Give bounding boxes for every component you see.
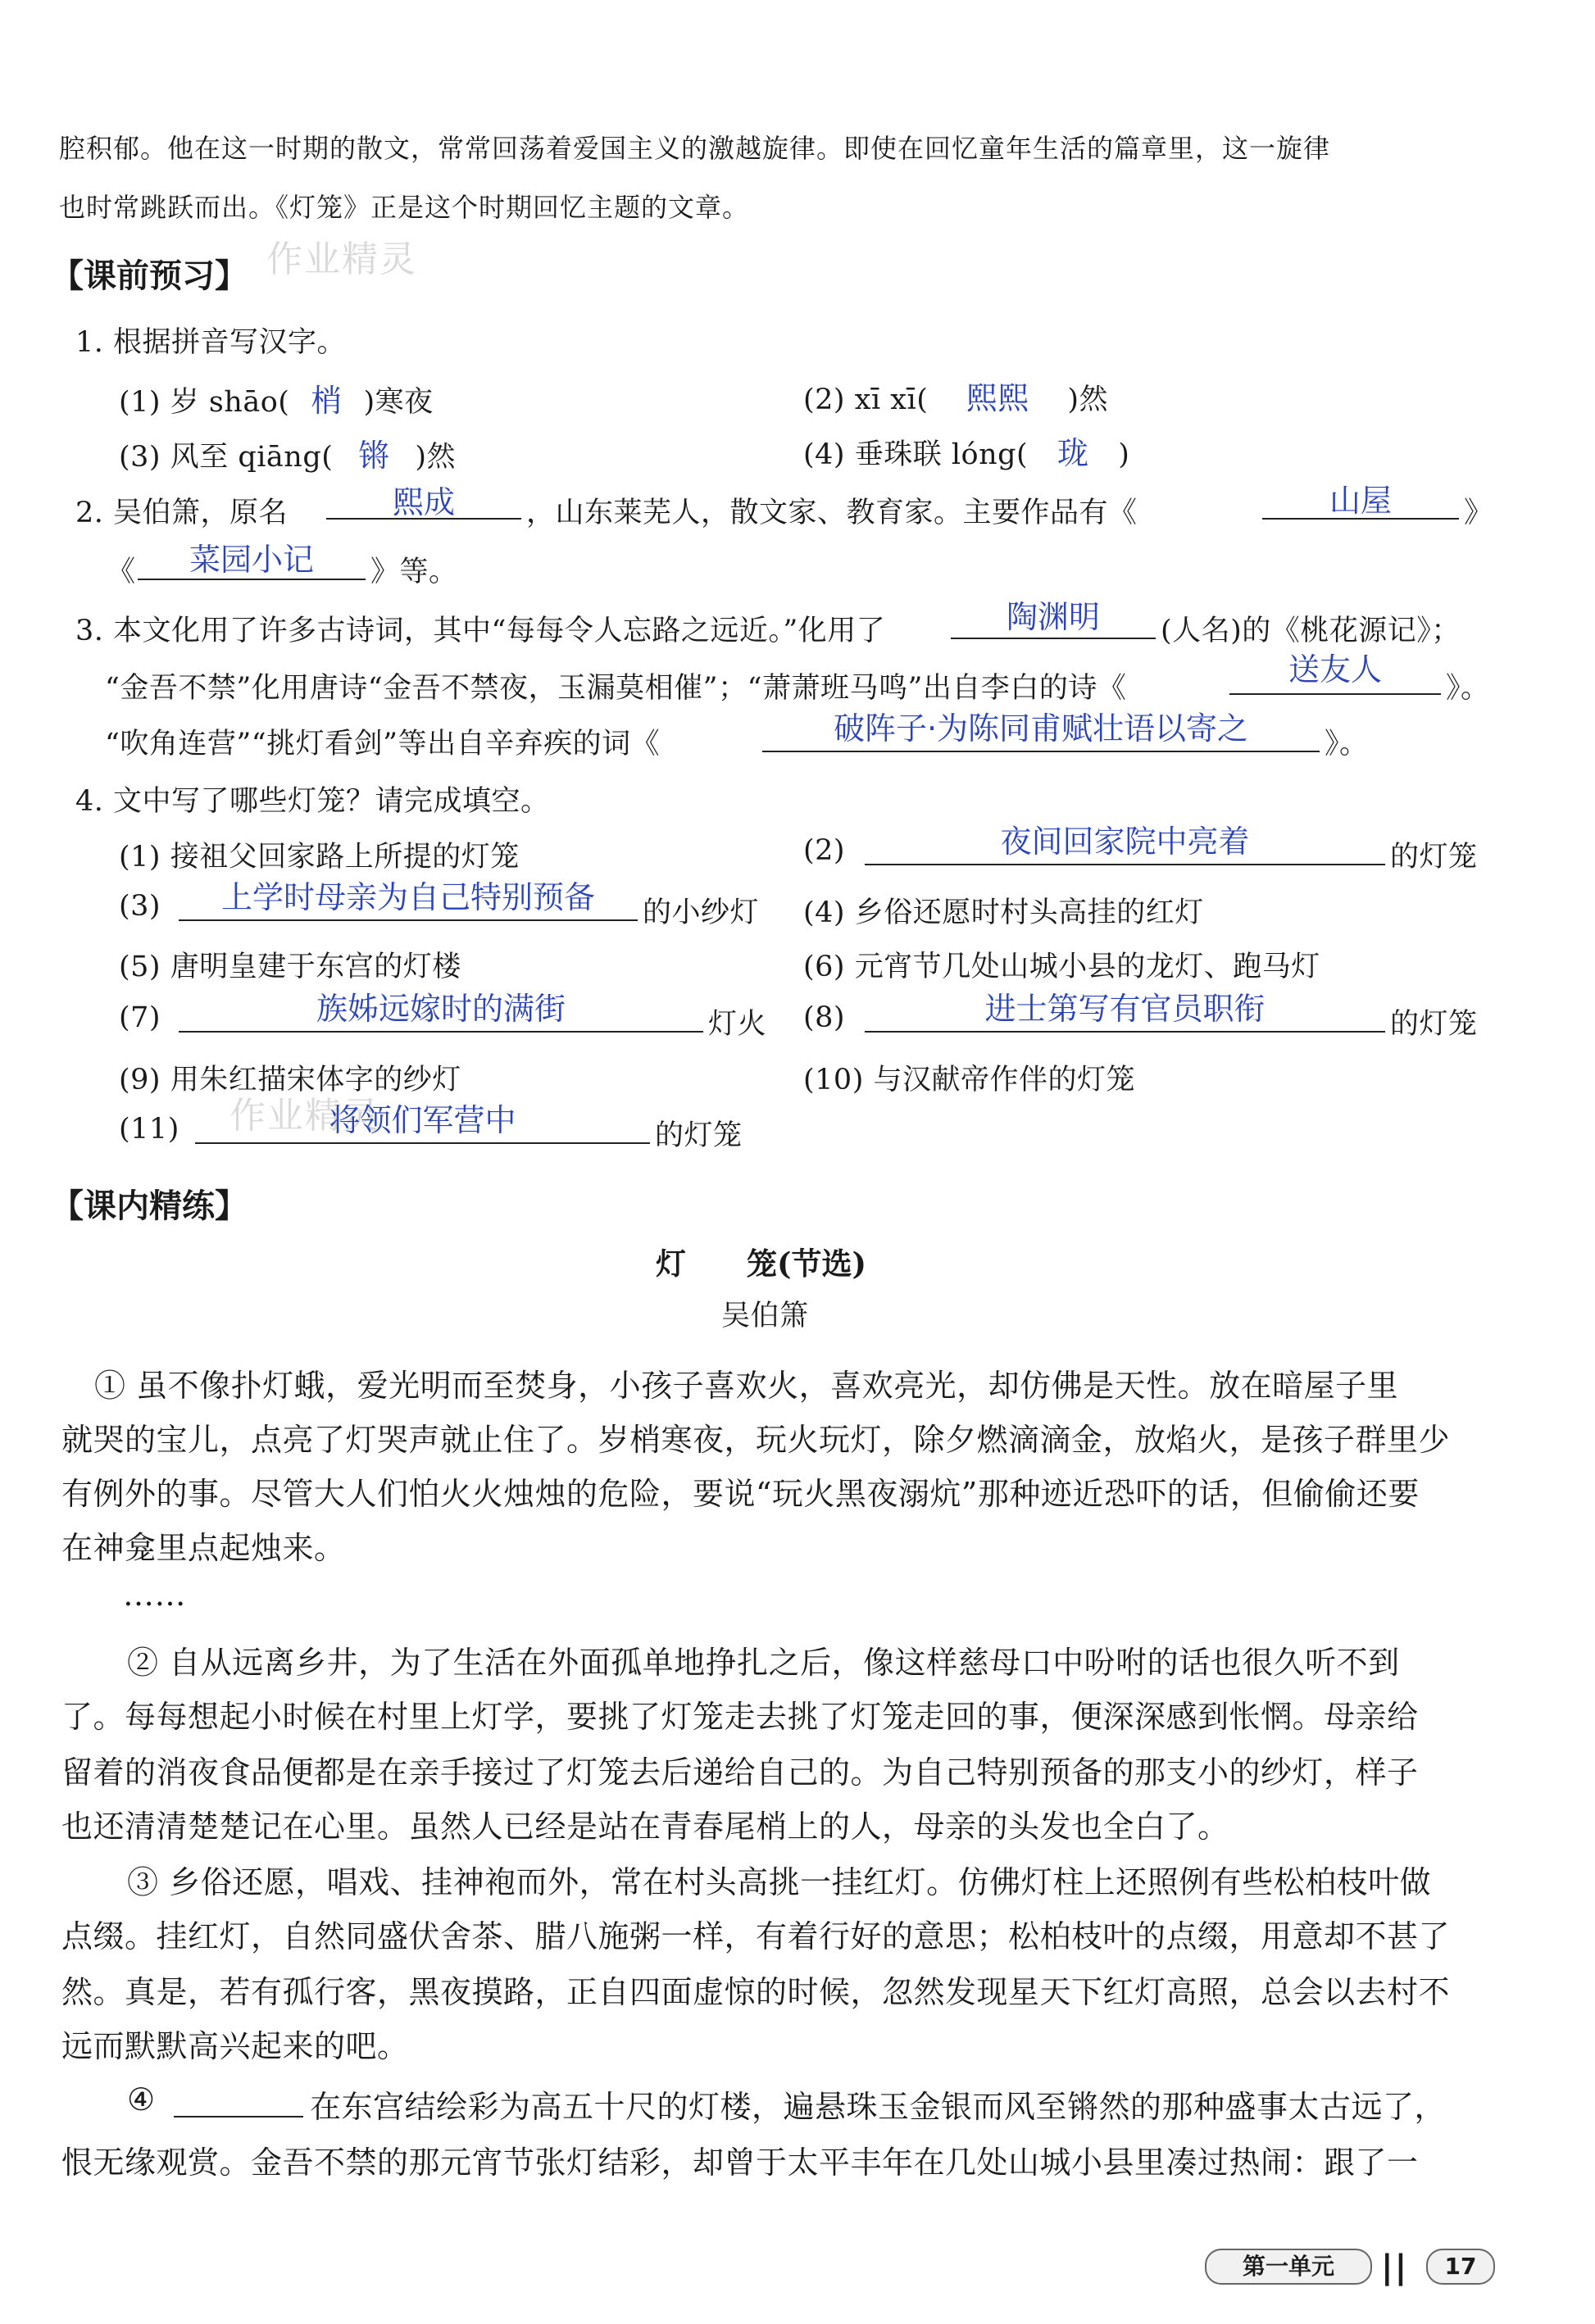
- q1-item-2-pre: (2) xī xī(: [803, 384, 929, 416]
- para-line: 留着的消夜食品便都是在亲手接过了灯笼去后递给自己的。为自己特别预备的那支小的纱灯，样子: [61, 1754, 1419, 1791]
- q1-item-4-post: ): [1118, 438, 1130, 471]
- q1-item-2-post: )然: [1067, 384, 1109, 416]
- q4-blank-2: [865, 864, 1385, 865]
- q4-blank-11: [195, 1142, 650, 1144]
- article-author: 吴伯箫: [721, 1300, 809, 1332]
- para-line: 在神龛里点起烛来。: [61, 1530, 346, 1566]
- para-number: ④: [127, 2081, 156, 2117]
- q4-item-2-num: (2): [803, 834, 846, 867]
- para-line: 了。每每想起小时候在村里上灯学，要挑了灯笼走去挑了灯笼走回的事，便深深感到怅惘。母亲给: [61, 1699, 1419, 1735]
- q1-stem: 1. 根据拼音写汉字。: [75, 326, 347, 359]
- watermark: 作业精灵: [229, 1095, 380, 1137]
- q4-item-8-num: (8): [803, 1001, 846, 1034]
- q3-blank-3: [762, 751, 1320, 752]
- q4-item-10: (10) 与汉献帝作伴的灯笼: [803, 1064, 1135, 1096]
- q4-item-6: (6) 元宵节几处山城小县的龙灯、跑马灯: [803, 951, 1320, 983]
- q4-answer-11: 将领们军营中: [329, 1102, 516, 1138]
- para-line: 有例外的事。尽管大人们怕火火烛烛的危险，要说“玩火黑夜溺炕”那种迹近恐吓的话，但偷偷还要: [61, 1476, 1420, 1512]
- q3-line3-pre: “吹角连营”“挑灯看剑”等出自辛弃疾的词《: [105, 728, 661, 760]
- q3-line2-post: 》。: [1446, 672, 1490, 705]
- para-line: 点缀。挂红灯，自然同盛伏舍茶、腊八施粥一样，有着行好的意思；松柏枝叶的点缀，用意却不甚了: [61, 1918, 1451, 1954]
- q4-blank-8: [865, 1031, 1385, 1033]
- q4-item-7-num: (7): [119, 1001, 161, 1034]
- q1-item-4: [803, 428, 1129, 473]
- q1-item-1-pre: (1) 岁 shāo(: [119, 386, 290, 419]
- q2-pre: 2. 吴伯箫，原名: [75, 497, 289, 529]
- para-line: 然。真是，若有孤行客，黑夜摸路，正自四面虚惊的时候，忽然发现星天下红灯高照，总会以去村不: [61, 1974, 1451, 2010]
- q1-item-1-answer: 梢: [311, 383, 343, 419]
- q1-item-2-answer: 熙熙: [966, 380, 1029, 416]
- q2-mid: ，山东莱芜人，散文家、教育家。主要作品有《: [526, 497, 1138, 529]
- intro-line-2: 也时常跳跃而出。《灯笼》正是这个时期回忆主题的文章。: [59, 192, 750, 223]
- q4-stem: 4. 文中写了哪些灯笼？请完成填空。: [75, 785, 550, 818]
- q3-post1: (人名)的《桃花源记》；: [1161, 615, 1461, 647]
- q4-item-5: (5) 唐明皇建于东宫的灯楼: [119, 951, 461, 983]
- q1-item-3-pre: (3) 风至 qiāng(: [119, 441, 334, 474]
- q4-item-7-post: 灯火: [708, 1008, 767, 1041]
- q1-item-2: [803, 373, 1108, 418]
- q1-item-1: [119, 375, 434, 420]
- article-title: 灯 笼(节选): [656, 1246, 867, 1282]
- q3-answer-3: 破阵子·为陈同甫赋壮语以寄之: [833, 710, 1249, 747]
- q1-item-3-post: )然: [415, 441, 457, 474]
- q2-answer-3: 菜园小记: [189, 542, 314, 578]
- q4-answer-2: 夜间回家院中亮着: [1000, 824, 1250, 860]
- unit-label: 第一单元: [1205, 2249, 1372, 2285]
- q1-item-1-post: )寒夜: [363, 386, 434, 419]
- q2-line2-post: 》等。: [370, 556, 458, 588]
- q3-line2-pre: “金吾不禁”化用唐诗“金吾不禁夜，玉漏莫相催”；“萧萧班马鸣”出自李白的诗《: [105, 672, 1127, 705]
- q4-item-9: (9) 用朱红描宋体字的纱灯: [119, 1064, 461, 1096]
- q4-item-3-post: 的小纱灯: [643, 896, 760, 929]
- q2-line2-pre: 《: [107, 556, 136, 588]
- q3-blank-1: [951, 638, 1156, 639]
- q2-answer-1: 熙成: [392, 484, 455, 520]
- q2-answer-2: 山屋: [1329, 483, 1392, 519]
- q1-item-4-pre: (4) 垂珠联 lóng(: [803, 438, 1029, 471]
- q4-answer-3: 上学时母亲为自己特别预备: [220, 879, 595, 915]
- watermark: 作业精灵: [266, 238, 417, 280]
- page-number: 17: [1426, 2249, 1495, 2285]
- q2-end: 》: [1464, 497, 1493, 529]
- q3-answer-1: 陶渊明: [1006, 599, 1100, 635]
- q4-item-8-post: 的灯笼: [1390, 1008, 1478, 1041]
- ellipsis: ……: [123, 1577, 186, 1613]
- para-line: 在东宫结绘彩为高五十尺的灯楼，遍悬珠玉金银而风至锵然的那种盛事太古远了，: [310, 2089, 1447, 2125]
- section-heading-practice: 【课内精练】: [51, 1187, 248, 1225]
- para-line: ③ 乡俗还愿，唱戏、挂神袍而外，常在村头高挑一挂红灯。仿佛灯柱上还照例有些松柏枝叶做: [127, 1864, 1432, 1900]
- q1-item-3-answer: 锵: [358, 438, 390, 474]
- para-line: ② 自从远离乡井，为了生活在外面孤单地挣扎之后，像这样慈母口中吩咐的话也很久听不到: [127, 1645, 1400, 1681]
- q4-item-3-num: (3): [119, 890, 161, 923]
- para-line: 远而默默高兴起来的吧。: [61, 2028, 409, 2064]
- q3-answer-2: 送友人: [1288, 651, 1382, 688]
- q4-item-11-num: (11): [119, 1113, 179, 1146]
- q4-item-4: (4) 乡俗还愿时村头高挂的红灯: [803, 896, 1204, 929]
- para-line: 也还清清楚楚记在心里。虽然人已经是站在青春尾梢上的人，母亲的头发也全白了。: [61, 1809, 1229, 1845]
- q4-item-11-post: 的灯笼: [655, 1119, 743, 1152]
- q4-item-2-post: 的灯笼: [1390, 841, 1478, 874]
- q3-line3-post: 》。: [1325, 728, 1369, 760]
- q4-item-1: (1) 接祖父回家路上所提的灯笼: [119, 841, 520, 874]
- q4-answer-8: 进士第写有官员职衔: [984, 991, 1266, 1027]
- q4-blank-7: [179, 1031, 703, 1033]
- intro-line-1: 腔积郁。他在这一时期的散文，常常回荡着爱国主义的激越旋律。即使在回忆童年生活的篇章里，这一旋律: [59, 133, 1331, 164]
- para-line: 恨无缘观赏。金吾不禁的那元宵节张灯结彩，却曾于太平丰年在几处山城小县里凑过热闹：跟了一: [61, 2145, 1419, 2181]
- q1-item-3: [119, 430, 456, 475]
- q1-item-4-answer: 珑: [1057, 435, 1089, 471]
- section-heading-preview: 【课前预习】: [51, 256, 248, 295]
- q4-answer-7: 族姊远嫁时的满街: [316, 991, 566, 1027]
- para-line: ① 虽不像扑灯蛾，爱光明而至焚身，小孩子喜欢火，喜欢亮光，却仿佛是天性。放在暗屋子里: [94, 1368, 1399, 1404]
- q4-blank-3: [179, 919, 638, 921]
- para-line: 就哭的宝儿，点亮了灯哭声就止住了。岁梢寒夜，玩火玩灯，除夕燃滴滴金，放焰火，是孩子群里少: [61, 1422, 1451, 1458]
- divider-bars: ||: [1381, 2249, 1409, 2286]
- q3-pre: 3. 本文化用了许多古诗词，其中“每每令人忘路之远近。”化用了: [75, 615, 886, 647]
- para-blank: [174, 2116, 303, 2117]
- page-footer: [1205, 2244, 1508, 2290]
- q3-blank-2: [1229, 693, 1441, 695]
